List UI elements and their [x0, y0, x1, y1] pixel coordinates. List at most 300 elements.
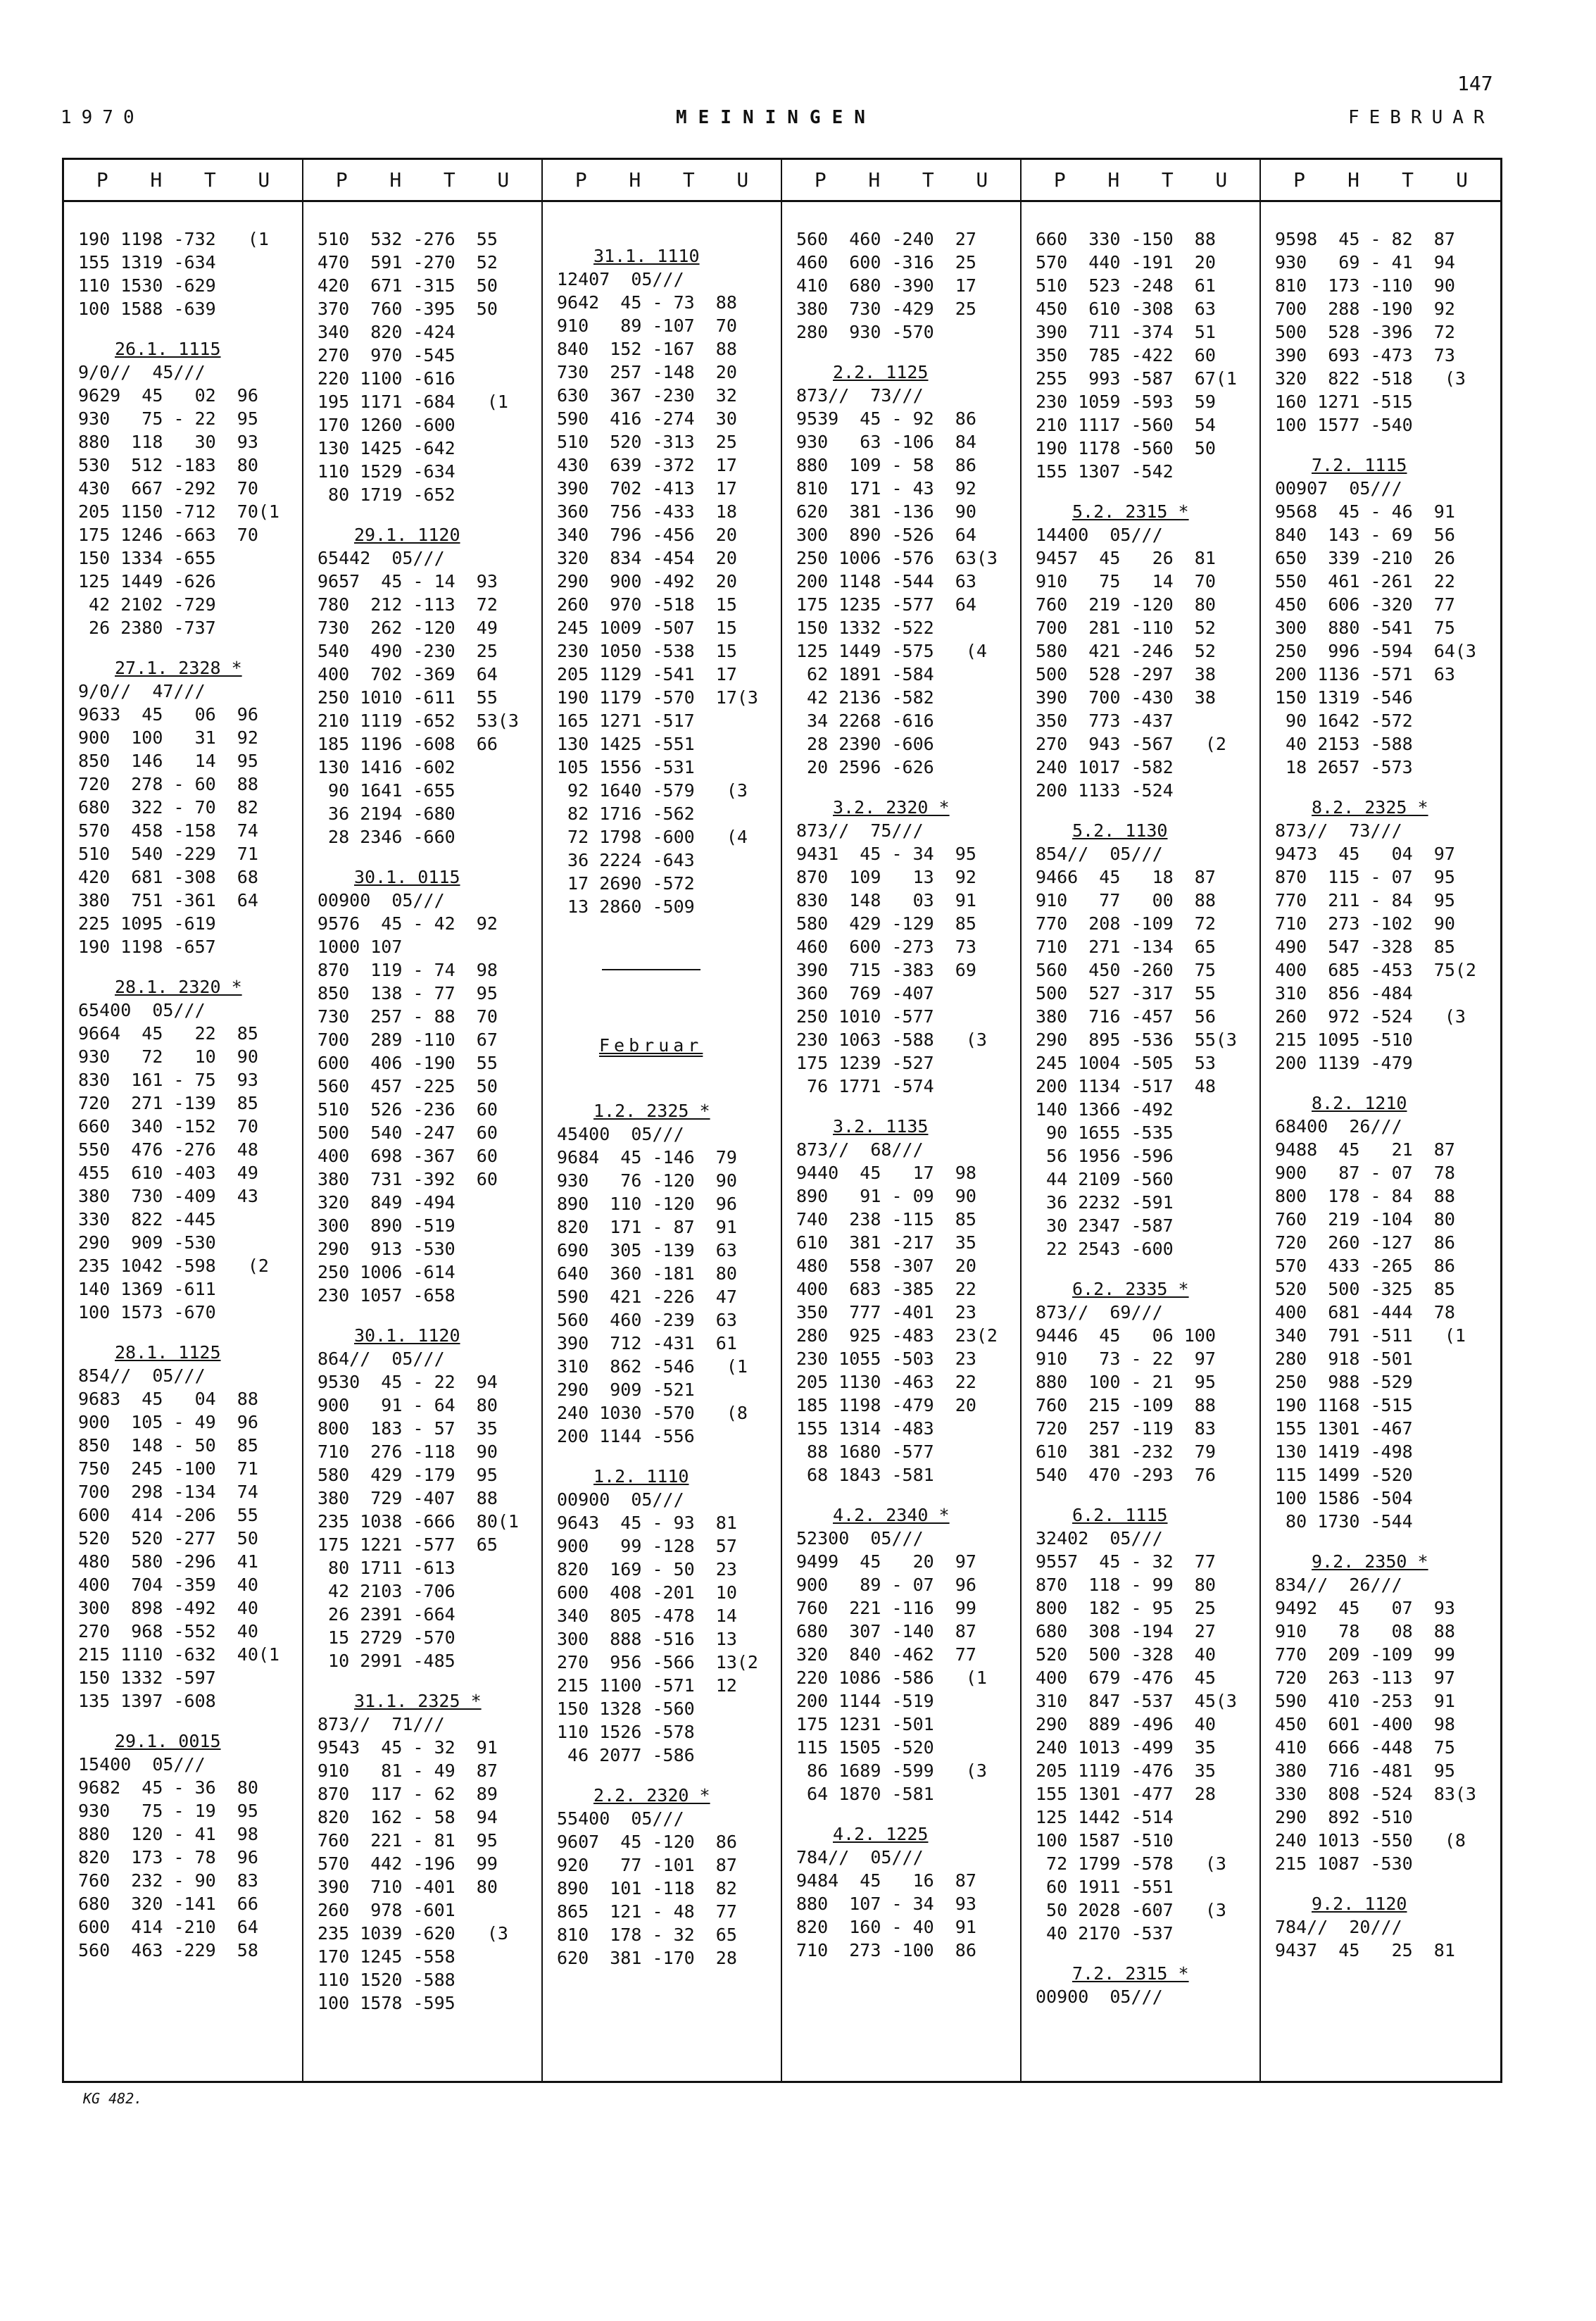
data-row: 700 288 -190 92: [1275, 299, 1455, 319]
data-row: 873// 71///: [318, 1714, 445, 1734]
data-row: 200 1134 -517 48: [1036, 1076, 1216, 1096]
data-row: 170 1245 -558: [318, 1946, 455, 1967]
data-row: 400 704 -359 40: [78, 1575, 258, 1595]
data-row: 65442 05///: [318, 548, 445, 568]
data-row: 540 490 -230 25: [318, 641, 498, 661]
data-row: 560 457 -225 50: [318, 1076, 498, 1096]
data-row: 550 476 -276 48: [78, 1139, 258, 1160]
column-header-label: T: [1161, 168, 1174, 192]
data-row: 185 1196 -608 66: [318, 734, 498, 754]
data-row: 235 1039 -620 (3: [318, 1923, 508, 1944]
data-row: 270 970 -545: [318, 345, 455, 365]
data-row: 9684 45 -146 79: [557, 1147, 737, 1168]
data-row: 30 2347 -587: [1036, 1215, 1174, 1236]
data-row: 155 1319 -634: [78, 252, 216, 273]
data-row: 720 260 -127 86: [1275, 1232, 1455, 1253]
data-row: 370 760 -395 50: [318, 299, 498, 319]
data-row: 9530 45 - 22 94: [318, 1372, 498, 1392]
data-row: 125 1442 -514: [1036, 1807, 1174, 1827]
sounding-heading: 7.2. 2315 *: [1072, 1963, 1189, 1984]
data-row: 9539 45 - 92 86: [796, 408, 976, 429]
data-row: 840 152 -167 88: [557, 339, 737, 359]
data-row: 680 320 -141 66: [78, 1894, 258, 1914]
data-row: 320 834 -454 20: [557, 548, 737, 568]
data-row: 873// 73///: [796, 385, 924, 406]
data-row: 854// 05///: [1036, 844, 1163, 864]
sounding-heading: 5.2. 1130: [1072, 820, 1168, 841]
data-row: 350 777 -401 23: [796, 1302, 976, 1322]
data-row: 300 890 -519: [318, 1215, 455, 1236]
data-row: 890 101 -118 82: [557, 1878, 737, 1898]
data-row: 490 547 -328 85: [1275, 937, 1455, 957]
data-row: 26 2380 -737: [78, 618, 216, 638]
data-row: 130 1419 -498: [1275, 1441, 1413, 1462]
data-row: 800 178 - 84 88: [1275, 1186, 1455, 1206]
column-header-label: H: [150, 168, 163, 192]
data-row: 90 1655 -535: [1036, 1122, 1174, 1143]
data-row: 175 1221 -577 65: [318, 1534, 498, 1555]
data-row: 80 1711 -613: [318, 1558, 455, 1578]
data-row: 230 1050 -538 15: [557, 641, 737, 661]
data-row: 700 298 -134 74: [78, 1482, 258, 1502]
data-row: 910 89 -107 70: [557, 315, 737, 336]
data-row: 873// 75///: [796, 820, 924, 841]
data-row: 560 460 -240 27: [796, 229, 976, 249]
data-row: 450 610 -308 63: [1036, 299, 1216, 319]
column-body: [1022, 202, 1259, 2008]
data-row: 360 769 -407: [796, 983, 934, 1003]
data-row: 150 1332 -597: [78, 1668, 216, 1688]
data-row: 20 2596 -626: [796, 757, 934, 777]
data-row: 230 1055 -503 23: [796, 1349, 976, 1369]
data-row: 400 681 -444 78: [1275, 1302, 1455, 1322]
data-row: 175 1239 -527: [796, 1053, 934, 1073]
data-row: 9576 45 - 42 92: [318, 913, 498, 934]
data-row: 320 849 -494: [318, 1192, 455, 1213]
data-row: 270 968 -552 40: [78, 1621, 258, 1641]
data-row: 760 219 -120 80: [1036, 594, 1216, 615]
data-row: 150 1334 -655: [78, 548, 216, 568]
data-row: 42 2102 -729: [78, 594, 216, 615]
data-row: 455 610 -403 49: [78, 1163, 258, 1183]
header-month: FEBRUAR: [1348, 107, 1495, 128]
data-row: 640 360 -181 80: [557, 1263, 737, 1284]
header-station: MEININGEN: [676, 107, 876, 128]
data-row: 300 898 -492 40: [78, 1598, 258, 1618]
data-row: 9457 45 26 81: [1036, 548, 1216, 568]
data-row: 68400 26///: [1275, 1116, 1402, 1137]
sounding-heading: 8.2. 2325 *: [1312, 797, 1428, 818]
data-row: 9664 45 22 85: [78, 1023, 258, 1044]
data-row: 205 1130 -463 22: [796, 1372, 976, 1392]
data-row: 36 2232 -591: [1036, 1192, 1174, 1213]
data-row: 280 925 -483 23(2: [796, 1325, 998, 1346]
column-header-label: P: [1053, 168, 1066, 192]
column-header-label: T: [203, 168, 216, 192]
data-row: 380 730 -409 43: [78, 1186, 258, 1206]
data-row: 700 289 -110 67: [318, 1030, 498, 1050]
data-row: 740 238 -115 85: [796, 1209, 976, 1230]
data-row: 450 601 -400 98: [1275, 1714, 1455, 1734]
data-row: 155 1307 -542: [1036, 461, 1174, 482]
data-row: 710 273 -102 90: [1275, 913, 1455, 934]
column-body: [782, 202, 1020, 1962]
sounding-heading: 5.2. 2315 *: [1072, 501, 1189, 522]
column-header-label: P: [814, 168, 827, 192]
data-row: 500 528 -396 72: [1275, 322, 1455, 342]
data-row: 880 118 30 93: [78, 432, 258, 452]
data-row: 52300 05///: [796, 1528, 924, 1549]
data-row: 175 1231 -501: [796, 1714, 934, 1734]
column-header-label: T: [922, 168, 934, 192]
column-body: [1261, 202, 1500, 1962]
data-row: 910 75 14 70: [1036, 571, 1216, 592]
data-row: 880 109 - 58 86: [796, 455, 976, 475]
data-row: 390 702 -413 17: [557, 478, 737, 499]
data-row: 400 679 -476 45: [1036, 1668, 1216, 1688]
data-row: 784// 05///: [796, 1847, 924, 1868]
data-row: 290 909 -521: [557, 1380, 695, 1400]
data-row: 9492 45 07 93: [1275, 1598, 1455, 1618]
data-row: 215 1087 -530: [1275, 1853, 1413, 1874]
data-row: 55400 05///: [557, 1808, 684, 1829]
sounding-heading: 29.1. 0015: [115, 1731, 221, 1751]
data-row: 760 232 - 90 83: [78, 1870, 258, 1891]
data-row: 340 805 -478 14: [557, 1606, 737, 1626]
data-row: 250 996 -594 64(3: [1275, 641, 1476, 661]
data-row: 930 69 - 41 94: [1275, 252, 1455, 273]
data-row: 680 322 - 70 82: [78, 797, 258, 818]
data-row: 140 1369 -611: [78, 1279, 216, 1299]
data-row: 820 160 - 40 91: [796, 1917, 976, 1937]
data-row: 15400 05///: [78, 1754, 206, 1775]
data-row: 100 1588 -639: [78, 299, 216, 319]
data-row: 470 591 -270 52: [318, 252, 498, 273]
data-row: 18 2657 -573: [1275, 757, 1413, 777]
data-row: 873// 69///: [1036, 1302, 1163, 1322]
sounding-heading: 3.2. 2320 *: [833, 797, 950, 818]
data-row: 900 89 - 07 96: [796, 1575, 976, 1595]
data-row: 80 1719 -652: [318, 484, 455, 505]
data-row: 280 918 -501: [1275, 1349, 1413, 1369]
sounding-heading: 31.1. 1110: [593, 246, 700, 266]
data-row: 72 1798 -600 (4: [557, 827, 748, 847]
data-row: 390 700 -430 38: [1036, 687, 1216, 708]
data-row: 560 463 -229 58: [78, 1940, 258, 1960]
data-row: 175 1246 -663 70: [78, 525, 258, 545]
data-row: 510 523 -248 61: [1036, 275, 1216, 296]
data-row: 56 1956 -596: [1036, 1146, 1174, 1166]
data-row: 810 173 -110 90: [1275, 275, 1455, 296]
data-row: 64 1870 -581: [796, 1784, 934, 1804]
data-row: 9642 45 - 73 88: [557, 292, 737, 313]
data-row: 400 685 -453 75(2: [1275, 960, 1476, 980]
column-header-label: P: [1293, 168, 1305, 192]
data-row: 720 278 - 60 88: [78, 774, 258, 794]
column-header-label: H: [1347, 168, 1359, 192]
data-row: 520 500 -325 85: [1275, 1279, 1455, 1299]
data-row: 770 211 - 84 95: [1275, 890, 1455, 911]
data-row: 870 117 - 62 89: [318, 1784, 498, 1804]
data-row: 90 1642 -572: [1275, 711, 1413, 731]
data-row: 310 847 -537 45(3: [1036, 1691, 1237, 1711]
column-header-label: H: [1107, 168, 1120, 192]
data-row: 105 1556 -531: [557, 757, 695, 777]
data-row: 290 913 -530: [318, 1239, 455, 1259]
table-column: [64, 160, 303, 2081]
data-row: 540 470 -293 76: [1036, 1465, 1216, 1485]
form-number: KG 482.: [83, 2090, 143, 2107]
data-row: 700 281 -110 52: [1036, 618, 1216, 638]
sounding-heading: 4.2. 1225: [833, 1824, 929, 1844]
data-row: 580 429 -179 95: [318, 1465, 498, 1485]
data-row: 42 2136 -582: [796, 687, 934, 708]
data-row: 9557 45 - 32 77: [1036, 1551, 1216, 1572]
data-row: 115 1505 -520: [796, 1737, 934, 1758]
data-row: 65400 05///: [78, 1000, 206, 1020]
data-row: 100 1587 -510: [1036, 1830, 1174, 1851]
column-header-label: H: [868, 168, 881, 192]
data-row: 570 433 -265 86: [1275, 1256, 1455, 1276]
data-row: 220 1100 -616: [318, 368, 455, 389]
column-header-label: T: [1402, 168, 1414, 192]
data-row: 9629 45 02 96: [78, 385, 258, 406]
data-row: 140 1366 -492: [1036, 1099, 1174, 1120]
column-header-label: H: [389, 168, 402, 192]
sounding-heading: 9.2. 2350 *: [1312, 1551, 1428, 1572]
data-row: 100 1573 -670: [78, 1302, 216, 1322]
data-row: 350 773 -437: [1036, 711, 1174, 731]
data-row: 28 2390 -606: [796, 734, 934, 754]
data-row: 215 1100 -571 12: [557, 1675, 737, 1696]
data-row: 160 1271 -515: [1275, 392, 1413, 412]
column-header-label: P: [574, 168, 587, 192]
data-row: 680 307 -140 87: [796, 1621, 976, 1641]
data-row: 690 305 -139 63: [557, 1240, 737, 1260]
sounding-heading: 2.2. 1125: [833, 362, 929, 382]
data-row: 820 171 - 87 91: [557, 1217, 737, 1237]
data-row: 9484 45 16 87: [796, 1870, 976, 1891]
data-row: 570 442 -196 99: [318, 1853, 498, 1874]
data-row: 240 1017 -582: [1036, 757, 1174, 777]
data-row: 215 1095 -510: [1275, 1030, 1413, 1050]
data-row: 45400 05///: [557, 1124, 684, 1144]
data-row: 190 1168 -515: [1275, 1395, 1413, 1415]
data-row: 9473 45 04 97: [1275, 844, 1455, 864]
data-row: 300 888 -516 13: [557, 1629, 737, 1649]
data-row: 660 340 -152 70: [78, 1116, 258, 1137]
sounding-heading: 28.1. 2320 *: [115, 977, 242, 997]
data-row: 600 414 -206 55: [78, 1505, 258, 1525]
data-row: 50 2028 -607 (3: [1036, 1900, 1226, 1920]
data-row: 240 1030 -570 (8: [557, 1403, 748, 1423]
data-row: 610 381 -217 35: [796, 1232, 976, 1253]
data-row: 28 2346 -660: [318, 827, 455, 847]
sounding-heading: 7.2. 1115: [1312, 455, 1407, 475]
table-column: [782, 160, 1022, 2081]
data-row: 340 791 -511 (1: [1275, 1325, 1466, 1346]
data-row: 9437 45 25 81: [1275, 1940, 1455, 1960]
data-row: 150 1328 -560: [557, 1698, 695, 1719]
data-row: 9/0// 47///: [78, 681, 206, 701]
data-row: 00907 05///: [1275, 478, 1402, 499]
data-row: 40 2170 -537: [1036, 1923, 1174, 1944]
data-row: 255 993 -587 67(1: [1036, 368, 1237, 389]
data-row: 900 100 31 92: [78, 727, 258, 748]
data-row: 590 410 -253 91: [1275, 1691, 1455, 1711]
data-row: 600 408 -201 10: [557, 1582, 737, 1603]
column-body: [64, 202, 302, 1962]
data-row: 890 110 -120 96: [557, 1194, 737, 1214]
data-row: 200 1136 -571 63: [1275, 664, 1455, 684]
data-row: 800 183 - 57 35: [318, 1418, 498, 1439]
data-row: 215 1110 -632 40(1: [78, 1644, 279, 1665]
data-row: 320 822 -518 (3: [1275, 368, 1466, 389]
data-row: 570 458 -158 74: [78, 820, 258, 841]
data-row: 310 856 -484: [1275, 983, 1413, 1003]
data-row: 68 1843 -581: [796, 1465, 934, 1485]
data-row: 290 900 -492 20: [557, 571, 737, 592]
data-row: 770 209 -109 99: [1275, 1644, 1455, 1665]
data-row: 900 87 - 07 78: [1275, 1163, 1455, 1183]
data-row: 9633 45 06 96: [78, 704, 258, 725]
data-row: 250 1006 -576 63(3: [796, 548, 998, 568]
data-row: 310 862 -546 (1: [557, 1356, 748, 1377]
data-row: 260 978 -601: [318, 1900, 455, 1920]
data-row: 760 221 - 81 95: [318, 1830, 498, 1851]
data-row: 200 1139 -479: [1275, 1053, 1413, 1073]
data-row: 210 1117 -560 54: [1036, 415, 1216, 435]
column-body: [303, 202, 541, 2015]
data-row: 100 1586 -504: [1275, 1488, 1413, 1508]
data-row: 340 796 -456 20: [557, 525, 737, 545]
data-row: 150 1319 -546: [1275, 687, 1413, 708]
data-row: 82 1716 -562: [557, 803, 695, 824]
data-row: 720 257 -119 83: [1036, 1418, 1216, 1439]
column-header-label: P: [96, 168, 108, 192]
data-row: 730 262 -120 49: [318, 618, 498, 638]
column-header-label: H: [629, 168, 641, 192]
data-row: 590 416 -274 30: [557, 408, 737, 429]
data-row: 900 91 - 64 80: [318, 1395, 498, 1415]
column-header: [782, 160, 1020, 202]
data-row: 80 1730 -544: [1275, 1511, 1413, 1532]
data-row: 155 1301 -467: [1275, 1418, 1413, 1439]
data-row: 72 1799 -578 (3: [1036, 1853, 1226, 1874]
data-row: 834// 26///: [1275, 1575, 1402, 1595]
month-heading: Februar: [599, 1035, 703, 1056]
data-row: 36 2194 -680: [318, 803, 455, 824]
data-row: 784// 20///: [1275, 1917, 1402, 1937]
data-row: 870 118 - 99 80: [1036, 1575, 1216, 1595]
data-row: 10 2991 -485: [318, 1651, 455, 1671]
data-row: 760 221 -116 99: [796, 1598, 976, 1618]
data-row: 130 1425 -642: [318, 438, 455, 458]
data-row: 480 558 -307 20: [796, 1256, 976, 1276]
data-row: 660 330 -150 88: [1036, 229, 1216, 249]
column-header: [303, 160, 541, 202]
sounding-heading: 28.1. 1125: [115, 1342, 221, 1363]
column-header-label: U: [736, 168, 749, 192]
data-row: 840 143 - 69 56: [1275, 525, 1455, 545]
data-row: 380 751 -361 64: [78, 890, 258, 911]
data-row: 9598 45 - 82 87: [1275, 229, 1455, 249]
data-row: 460 600 -316 25: [796, 252, 976, 273]
data-row: 580 421 -246 52: [1036, 641, 1216, 661]
data-row: 620 381 -170 28: [557, 1948, 737, 1968]
data-row: 9682 45 - 36 80: [78, 1777, 258, 1798]
data-row: 185 1198 -479 20: [796, 1395, 976, 1415]
data-row: 230 1063 -588 (3: [796, 1030, 987, 1050]
data-row: 200 1148 -544 63: [796, 571, 976, 592]
sounding-heading: 26.1. 1115: [115, 339, 221, 359]
data-row: 400 702 -369 64: [318, 664, 498, 684]
data-row: 9466 45 18 87: [1036, 867, 1216, 887]
data-row: 910 81 - 49 87: [318, 1760, 498, 1781]
data-row: 9488 45 21 87: [1275, 1139, 1455, 1160]
data-row: 9657 45 - 14 93: [318, 571, 498, 592]
data-row: 460 600 -273 73: [796, 937, 976, 957]
data-row: 110 1530 -629: [78, 275, 216, 296]
data-row: 500 528 -297 38: [1036, 664, 1216, 684]
data-row: 17 2690 -572: [557, 873, 695, 894]
data-row: 42 2103 -706: [318, 1581, 455, 1601]
data-row: 420 681 -308 68: [78, 867, 258, 887]
data-row: 12407 05///: [557, 269, 684, 289]
sounding-table: [62, 158, 1502, 2083]
sounding-heading: 4.2. 2340 *: [833, 1505, 950, 1525]
data-row: 710 271 -134 65: [1036, 937, 1216, 957]
data-row: 46 2077 -586: [557, 1745, 695, 1765]
data-row: 290 892 -510: [1275, 1807, 1413, 1827]
data-row: 300 890 -526 64: [796, 525, 976, 545]
data-row: 390 711 -374 51: [1036, 322, 1216, 342]
data-row: 880 107 - 34 93: [796, 1894, 976, 1914]
data-row: 270 956 -566 13(2: [557, 1652, 758, 1672]
data-row: 380 731 -392 60: [318, 1169, 498, 1189]
data-row: 62 1891 -584: [796, 664, 934, 684]
data-row: 730 257 - 88 70: [318, 1006, 498, 1027]
data-row: 910 77 00 88: [1036, 890, 1216, 911]
data-row: 15 2729 -570: [318, 1627, 455, 1648]
data-row: 200 1144 -556: [557, 1426, 695, 1446]
data-row: 760 215 -109 88: [1036, 1395, 1216, 1415]
data-row: 9446 45 06 100: [1036, 1325, 1216, 1346]
data-row: 770 208 -109 72: [1036, 913, 1216, 934]
data-row: 230 1059 -593 59: [1036, 392, 1216, 412]
data-row: 520 500 -328 40: [1036, 1644, 1216, 1665]
data-row: 300 880 -541 75: [1275, 618, 1455, 638]
data-row: 830 161 - 75 93: [78, 1070, 258, 1090]
data-row: 350 785 -422 60: [1036, 345, 1216, 365]
data-row: 864// 05///: [318, 1349, 445, 1369]
data-row: 220 1086 -586 (1: [796, 1668, 987, 1688]
data-row: 210 1119 -652 53(3: [318, 711, 519, 731]
data-row: 560 460 -239 63: [557, 1310, 737, 1330]
data-row: 610 381 -232 79: [1036, 1441, 1216, 1462]
data-row: 340 820 -424: [318, 322, 455, 342]
data-row: 32402 05///: [1036, 1528, 1163, 1549]
data-row: 205 1129 -541 17: [557, 664, 737, 684]
data-row: 175 1235 -577 64: [796, 594, 976, 615]
data-row: 810 178 - 32 65: [557, 1925, 737, 1945]
data-row: 125 1449 -575 (4: [796, 641, 987, 661]
table-column: [1261, 160, 1500, 2081]
data-row: 9543 45 - 32 91: [318, 1737, 498, 1758]
column-header-label: U: [258, 168, 270, 192]
data-row: 270 943 -567 (2: [1036, 734, 1226, 754]
data-row: 600 406 -190 55: [318, 1053, 498, 1073]
